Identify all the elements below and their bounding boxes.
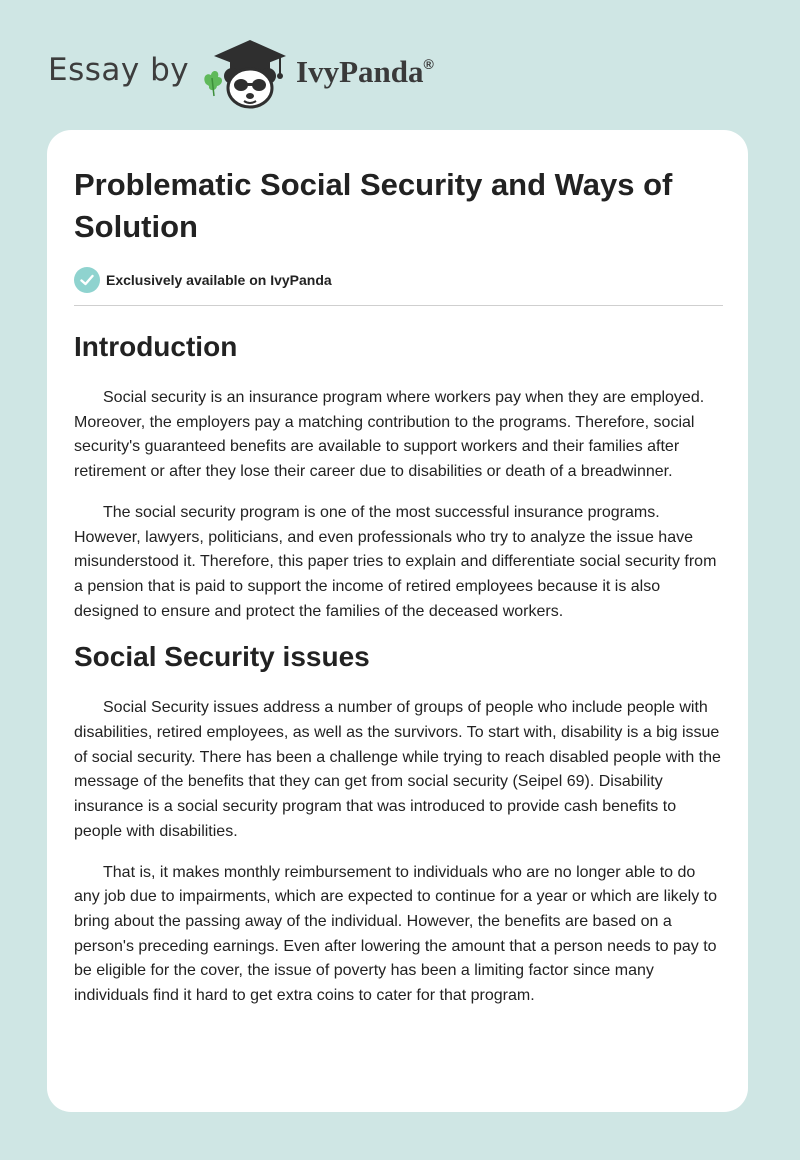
site-header: [48, 30, 748, 110]
essay-card: [47, 130, 748, 1112]
panda-graduate-logo-icon[interactable]: [200, 34, 290, 110]
exclusive-badge: [74, 266, 724, 294]
check-icon: [74, 267, 100, 293]
intro-paragraph-2: The social security program is one of the most successful insurance programs. However, lawyers, politicians, and even professionals who try to analyze the issue have misunderstood it. Therefore, this paper tries to explain and differentiate social security from a pension that is paid to support the income of retired employees because it is also designed to ensure and protect the families of the deceased workers.: [74, 503, 717, 620]
issues-paragraph-1: Social Security issues address a number of groups of people who include people with disabilities, retired employees, as well as the survivors. To start with, disability is a big issue of social security. There has been a challenge while trying to reach disabled people with the message of the benefits that they can get from social security (Seipel 69). Disability insurance is a social security program that was introduced to provide cash benefits to people with disabilities.: [74, 699, 721, 840]
issues-paragraph-2: That is, it makes monthly reimbursement to individuals who are no longer able to do any job due to impairments, which are expected to continue for a year or which are likely to bring about the passing away of the individual. However, the benefits are based on a person's preceding earnings. Even after lowering the amount that a person needs to pay to be eligible for the cover, the issue of poverty has been a limiting factor since many individuals find it hard to get extra coins to cater for that program.: [74, 863, 717, 1005]
intro-paragraph-1: Social security is an insurance program where workers pay when they are employed. Moreover, the employers pay a matching contribution to the programs. Therefore, social security's guaranteed benefits are available to support workers and their families after retirement or after they lose their career due to disabilities or death of a breadwinner.: [74, 389, 705, 481]
registered-mark: ®: [423, 56, 434, 72]
brand-label: IvyPanda: [296, 54, 424, 89]
title-divider: [74, 305, 723, 306]
brand-name[interactable]: [296, 54, 434, 90]
exclusive-badge-text: Exclusively available on IvyPanda: [106, 272, 332, 288]
essay-by-label: Essay by: [48, 52, 190, 88]
section-heading-social-security-issues: Social Security issues: [74, 641, 370, 673]
section-heading-introduction: Introduction: [74, 331, 238, 362]
essay-content: [74, 130, 724, 1009]
page-title: Problematic Social Security and Ways of Solution: [74, 167, 673, 244]
